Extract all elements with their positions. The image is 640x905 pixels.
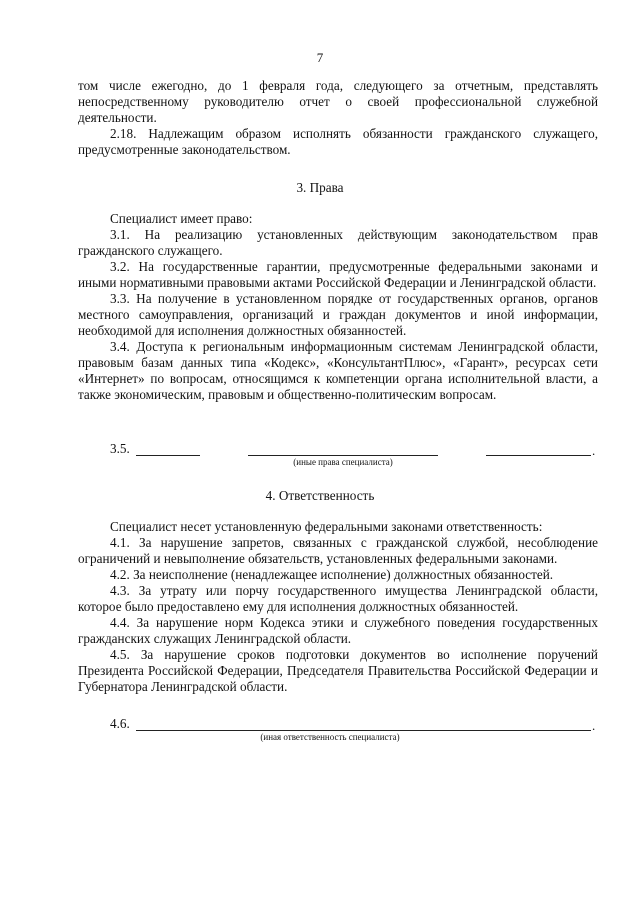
section3-heading: 3. Права	[296, 180, 344, 195]
paragraph-4-2: 4.2. За неисполнение (ненадлежащее исполнение) должностных обязанностей.	[110, 567, 554, 582]
paragraph-3-3: 3.3. На получение в установленном порядке от государственных органов, органов местного самоуправления, организаций и граждан документов и иной информации, необходимой для исполнения должностных обязанностей.	[78, 291, 598, 338]
section2-continuation	[78, 78, 598, 158]
blank-line-3-5-c	[486, 455, 591, 456]
paragraph-4-4: 4.4. За нарушение норм Кодекса этики и служебного поведения государственных гражданских служащих Ленинградской области.	[78, 615, 598, 646]
blank-line-4-6	[136, 730, 591, 731]
paragraph-3-1: 3.1. На реализацию установленных действующим законодательством прав гражданского служащего.	[78, 227, 598, 258]
paragraph-3-5-label: 3.5.	[110, 441, 130, 456]
paragraph-3-4: 3.4. Доступа к региональным информационным системам Ленинградской области, правовым базам данных типа «Кодекс», «КонсультантПлюс», «Гарант», ресурсах сети «Интернет» по вопросам, относящимся к компетенции органа исполнительной власти, а также экономическим, правовым и общественно-политическим вопросам.	[78, 339, 598, 402]
section4-body	[78, 519, 598, 695]
paragraph-3-2: 3.2. На государственные гарантии, предусмотренные федеральными законами и иными нормативными правовыми актами Российской Федерации и Ленинградской области.	[78, 259, 598, 290]
section4-intro: Специалист несет установленную федеральными законами ответственность:	[110, 519, 543, 534]
caption-3-5: (иные права специалиста)	[293, 457, 393, 467]
section4-heading: 4. Ответственность	[265, 488, 375, 503]
blank-line-3-5-b	[248, 455, 438, 456]
section3-body	[78, 211, 598, 403]
paragraph-2-18: 2.18. Надлежащим образом исполнять обязанности гражданского служащего, предусмотренные законодательством.	[78, 126, 598, 157]
paragraph-4-6-label: 4.6.	[110, 716, 130, 731]
paragraph-4-6-end: .	[592, 718, 596, 733]
paragraph-3-5-end: .	[592, 443, 596, 458]
paragraph-4-5: 4.5. За нарушение сроков подготовки документов во исполнение поручений Президента Российской Федерации, Председателя Правительства Российской Федерации и Губернатора Ленинградской области.	[78, 647, 598, 694]
page-number: 7	[316, 50, 324, 65]
paragraph-4-1: 4.1. За нарушение запретов, связанных с гражданской службой, несоблюдение ограничений и невыполнение обязательств, установленных федеральными законами.	[78, 535, 598, 566]
section3-intro: Специалист имеет право:	[110, 211, 253, 226]
blank-line-3-5-a	[136, 455, 200, 456]
caption-4-6: (иная ответственность специалиста)	[260, 732, 400, 742]
paragraph-4-3: 4.3. За утрату или порчу государственного имущества Ленинградской области, которое было предоставлено ему для исполнения должностных обязанностей.	[78, 583, 598, 614]
paragraph-continuation: том числе ежегодно, до 1 февраля года, следующего за отчетным, представлять непосредственному руководителю отчет о своей профессиональной служебной деятельности.	[78, 78, 598, 125]
